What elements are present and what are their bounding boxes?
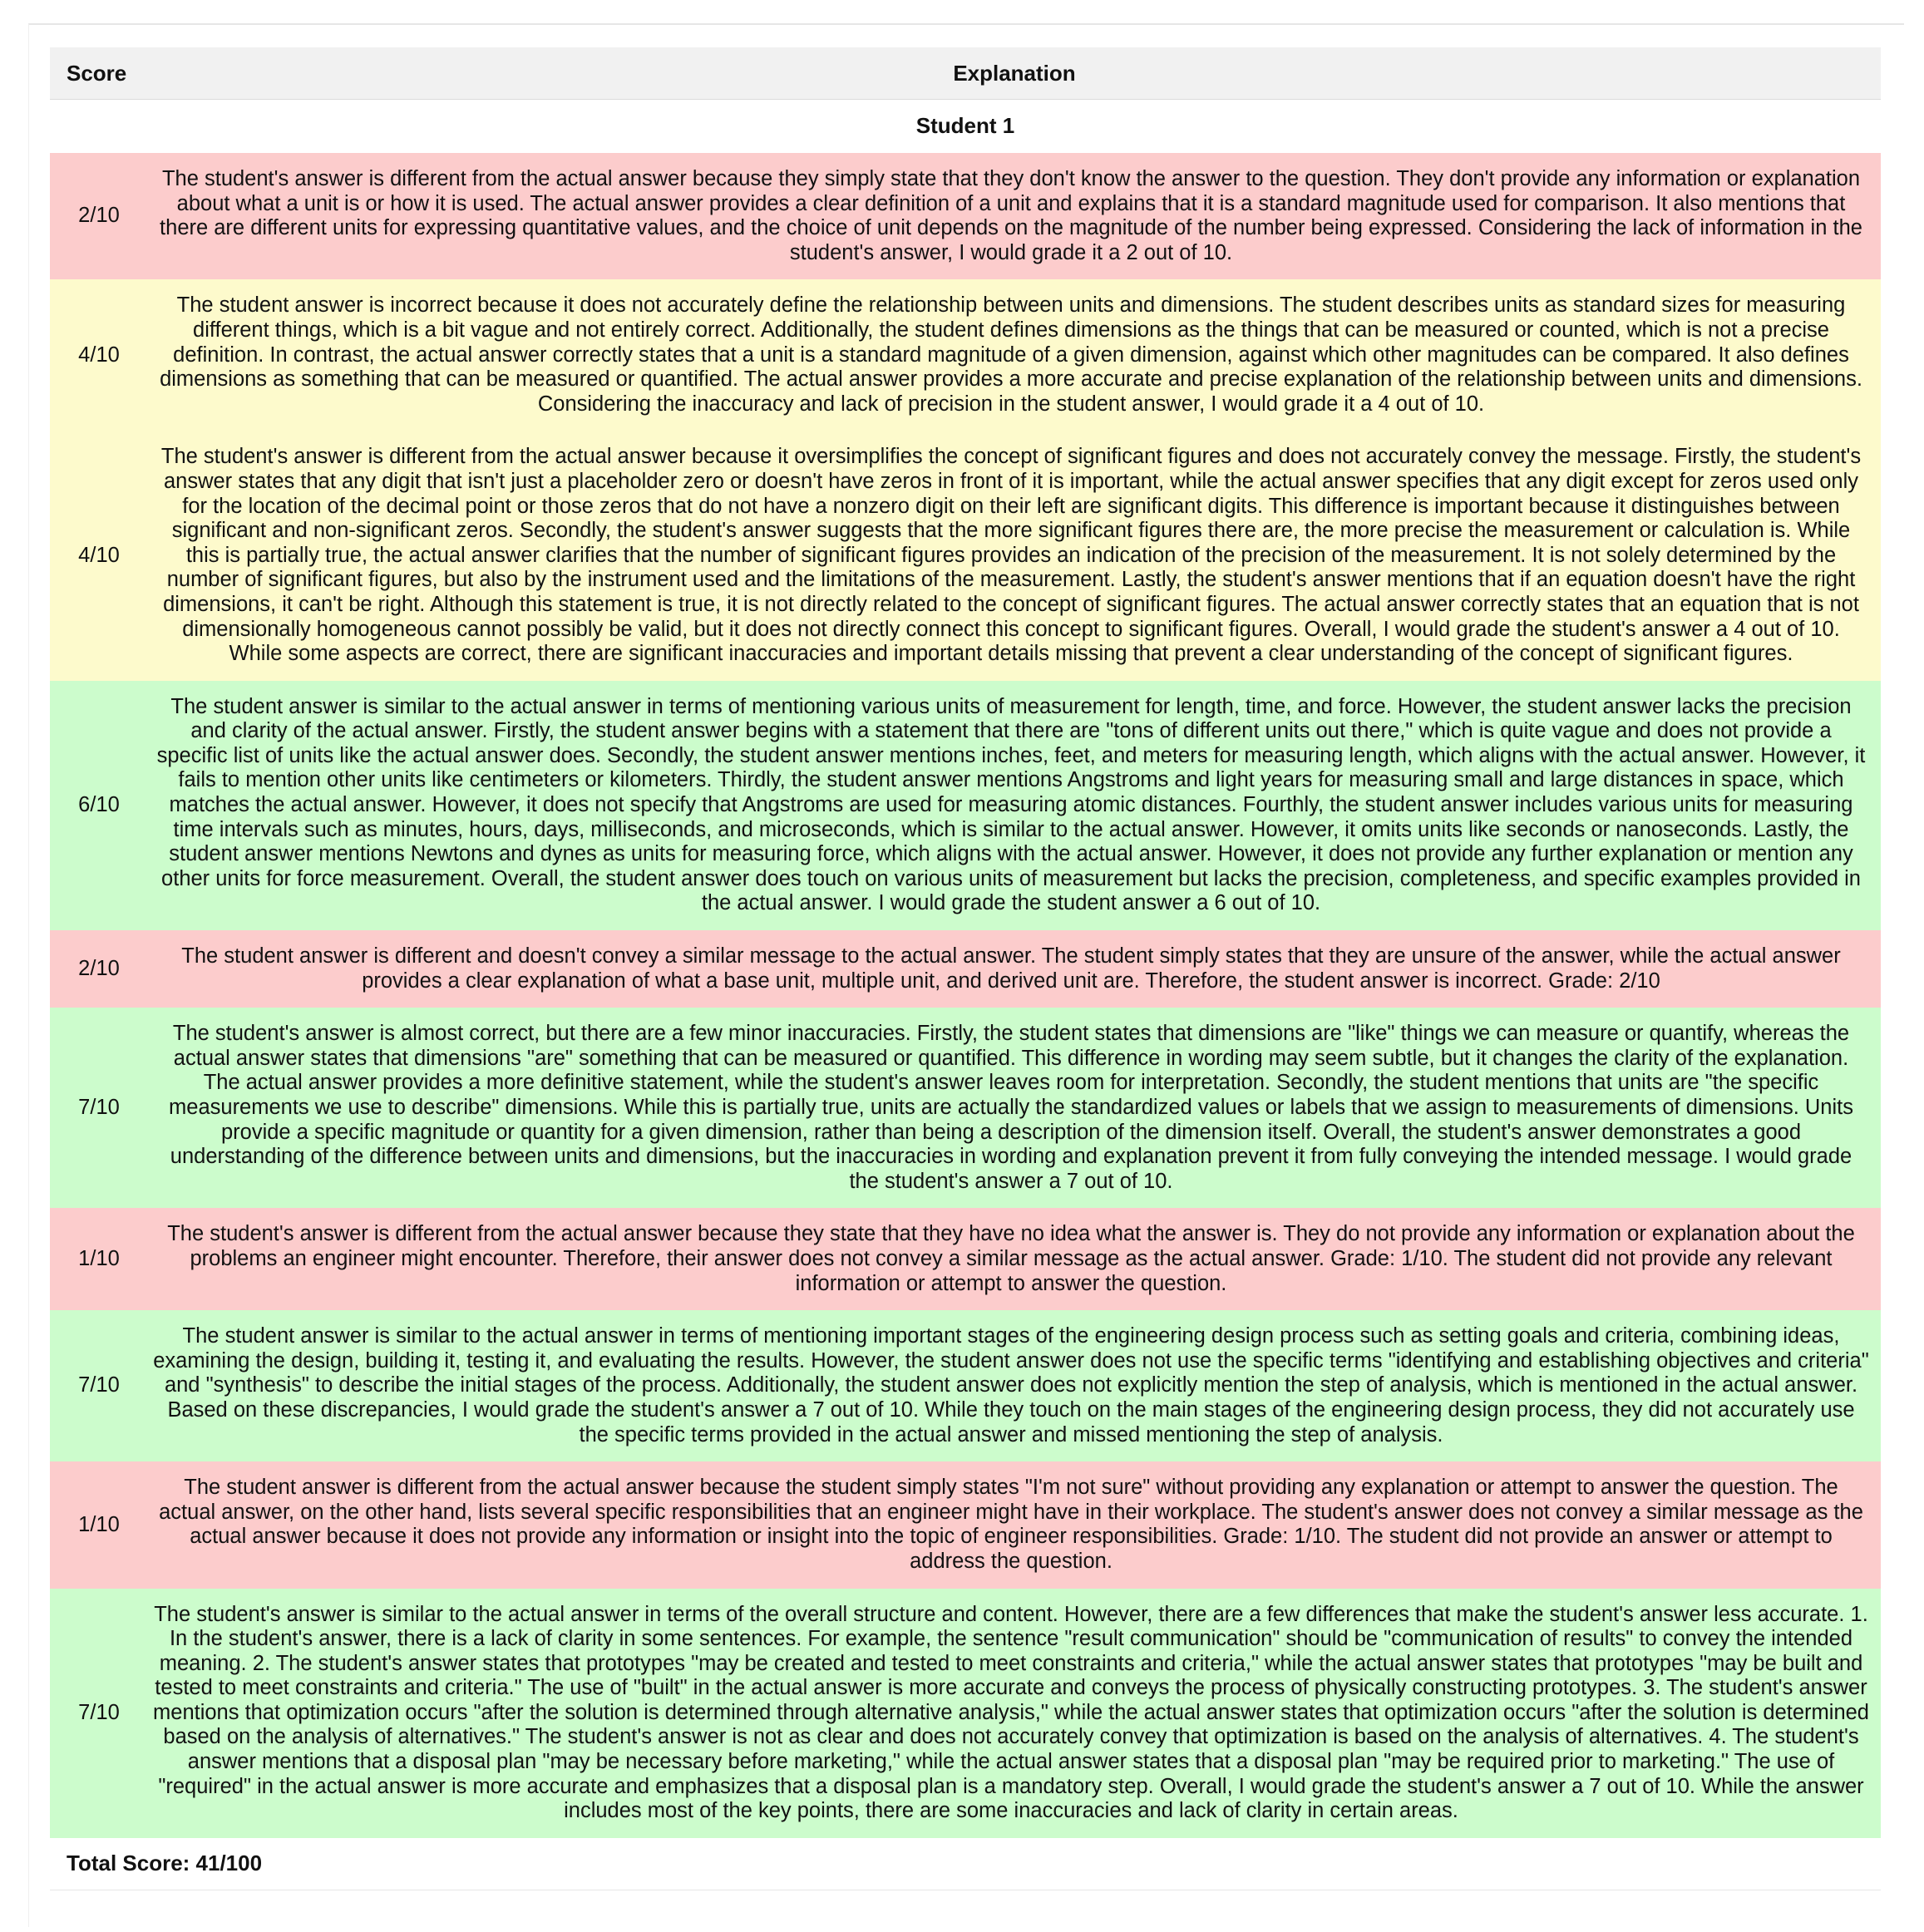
explanation-cell: The student answer is similar to the actual answer in terms of mentioning various units of measurement for length, time, and force. However, the student answer lacks the precision and clarity of the actual answer. Firstly, the student answer begins with a statement that there are "tons of different units out there," which is quite vague and does not provide a specific list of units like the actual answer does. Secondly, the student answer mentions inches, feet, and meters for measuring length, which aligns with the actual answer. However, it fails to mention other units like centimeters or kilometers. Thirdly, the student answer mentions Angstroms and light years for measuring small and large distances in space, which matches the actual answer. However, it does not specify that Angstroms are used for measuring atomic distances. Fourthly, the student answer includes various units for measuring time intervals such as minutes, hours, days, milliseconds, and microseconds, which is similar to the actual answer. However, it omits units like seconds or nanoseconds. Lastly, the student answer mentions Newtons and dynes as units for measuring force, which aligns with the actual answer. However, it does not provide any further explanation or mention any other units for force measurement. Overall, the student answer does touch on various units of measurement but lacks the precision, completeness, and specific examples provided in the actual answer. I would grade the student answer a 6 out of 10.: [148, 681, 1881, 930]
total-score: Total Score: 41/100: [50, 1838, 1881, 1890]
score-cell: 7/10: [50, 1589, 148, 1838]
explanation-cell: The student's answer is almost correct, but there are a few minor inaccuracies. Firstly, the student states that dimensions are "like" things we can measure or quantify, whereas the actual answer states that dimensions "are" something that can be measured or quantified. This difference in wording may seem subtle, but it changes the clarity of the explanation. The actual answer provides a more definitive statement, while the student's answer leaves room for interpretation. Secondly, the student mentions that units are "the specific measurements we use to describe" dimensions. While this is partially true, units are actually the standardized values or labels that we assign to measurements of dimensions. Units provide a specific magnitude or quantity for a given dimension, rather than being a description of the dimension itself. Overall, the student's answer demonstrates a good understanding of the difference between units and dimensions, but the inaccuracies in wording and explanation prevent it from fully conveying the intended message. I would grade the student's answer a 7 out of 10.: [148, 1008, 1881, 1208]
explanation-column-header: Explanation: [148, 47, 1881, 100]
grade-row: [50, 1208, 1881, 1310]
score-cell: 7/10: [50, 1310, 148, 1461]
explanation-cell: The student's answer is similar to the actual answer in terms of the overall structure and content. However, there are a few differences that make the student's answer less accurate. 1. In the student's answer, there is a lack of clarity in some sentences. For example, the sentence "result communication" should be "communication of results" to convey the intended meaning. 2. The student's answer states that prototypes "may be created and tested to meet constraints and criteria," while the actual answer states that prototypes "may be built and tested to meet constraints and criteria." The use of "built" in the actual answer is more accurate and conveys the process of physically constructing prototypes. 3. The student's answer mentions that optimization occurs "after the solution is determined through alternative analysis," while the actual answer states that optimization occurs "after the solution is determined based on the analysis of alternatives." The student's answer is not as clear and does not accurately convey that optimization is based on the analysis of alternatives. 4. The student's answer mentions that a disposal plan "may be necessary before marketing," while the actual answer states that a disposal plan "may be required prior to marketing." The use of "required" in the actual answer is more accurate and emphasizes that a disposal plan is a mandatory step. Overall, I would grade the student's answer a 7 out of 10. While the answer includes most of the key points, there are some inaccuracies and lack of clarity in certain areas.: [148, 1589, 1881, 1838]
score-cell: 2/10: [50, 153, 148, 279]
explanation-cell: The student answer is different from the actual answer because the student simply states "I'm not sure" without providing any explanation or attempt to answer the question. The actual answer, on the other hand, lists several specific responsibilities that an engineer might have in their workplace. The student's answer does not convey a similar message as the actual answer because it does not provide any information or insight into the topic of engineer responsibilities. Grade: 1/10. The student did not provide an answer or attempt to address the question.: [148, 1461, 1881, 1588]
student-group-row: [50, 100, 1881, 154]
grade-row: [50, 1310, 1881, 1461]
grading-table: [50, 47, 1881, 1890]
explanation-cell: The student answer is similar to the actual answer in terms of mentioning important stages of the engineering design process such as setting goals and criteria, combining ideas, examining the design, building it, testing it, and evaluating the results. However, the student answer does not use the specific terms "identifying and establishing objectives and criteria" and "synthesis" to describe the initial stages of the process. Additionally, the student answer does not explicitly mention the step of analysis, which is mentioned in the actual answer. Based on these discrepancies, I would grade the student's answer a 7 out of 10. While they touch on the main stages of the engineering design process, they did not accurately use the specific terms provided in the actual answer and missed mentioning the step of analysis.: [148, 1310, 1881, 1461]
total-row: [50, 1838, 1881, 1890]
score-cell: 4/10: [50, 431, 148, 680]
explanation-cell: The student answer is different and doesn't convey a similar message to the actual answer. The student simply states that they are unsure of the answer, while the actual answer provides a clear explanation of what a base unit, multiple unit, and derived unit are. Therefore, the student answer is incorrect. Grade: 2/10: [148, 930, 1881, 1008]
explanation-cell: The student's answer is different from the actual answer because they simply state that they don't know the answer to the question. They don't provide any information or explanation about what a unit is or how it is used. The actual answer provides a clear definition of a unit and explains that it is a standard magnitude used for comparison. It also mentions that there are different units for expressing quantitative values, and the choice of unit depends on the magnitude of the number being expressed. Considering the lack of information in the student's answer, I would grade it a 2 out of 10.: [148, 153, 1881, 279]
score-column-header: Score: [50, 47, 148, 100]
score-cell: 4/10: [50, 279, 148, 431]
score-cell: 7/10: [50, 1008, 148, 1208]
explanation-cell: The student answer is incorrect because it does not accurately define the relationship between units and dimensions. The student describes units as standard sizes for measuring different things, which is a bit vague and not entirely correct. Additionally, the student defines dimensions as the things that can be measured or counted, which is not a precise definition. In contrast, the actual answer correctly states that a unit is a standard magnitude of a given dimension, against which other magnitudes can be compared. It also defines dimensions as something that can be measured or quantified. The actual answer provides a more accurate and precise explanation of the relationship between units and dimensions. Considering the inaccuracy and lack of precision in the student answer, I would grade it a 4 out of 10.: [148, 279, 1881, 431]
student-label: Student 1: [50, 100, 1881, 154]
grade-row: [50, 681, 1881, 930]
score-cell: 2/10: [50, 930, 148, 1008]
grade-row: [50, 1008, 1881, 1208]
grade-row: [50, 153, 1881, 279]
score-cell: 1/10: [50, 1461, 148, 1588]
grade-row: [50, 431, 1881, 680]
score-cell: 1/10: [50, 1208, 148, 1310]
grade-row: [50, 1461, 1881, 1588]
score-cell: 6/10: [50, 681, 148, 930]
explanation-cell: The student's answer is different from the actual answer because they state that they have no idea what the answer is. They do not provide any information or explanation about the problems an engineer might encounter. Therefore, their answer does not convey a similar message as the actual answer. Grade: 1/10. The student did not provide any relevant information or attempt to answer the question.: [148, 1208, 1881, 1310]
grade-row: [50, 930, 1881, 1008]
grade-row: [50, 279, 1881, 431]
header-row: [50, 47, 1881, 100]
explanation-cell: The student's answer is different from the actual answer because it oversimplifies the concept of significant figures and does not accurately convey the message. Firstly, the student's answer states that any digit that isn't just a placeholder zero or doesn't have zeros in front of it is important, while the actual answer specifies that any digit except for zeros used only for the location of the decimal point or those zeros that do not have a nonzero digit on their left are significant digits. This difference is important because it distinguishes between significant and non-significant zeros. Secondly, the student's answer suggests that the more significant figures there are, the more precise the measurement or calculation is. While this is partially true, the actual answer clarifies that the number of significant figures provides an indication of the precision of the measurement. It is not solely determined by the number of significant figures, but also by the instrument used and the limitations of the measurement. Lastly, the student's answer mentions that if an equation doesn't have the right dimensions, it can't be right. Although this statement is true, it is not directly related to the concept of significant figures. The actual answer correctly states that an equation that is not dimensionally homogeneous cannot possibly be valid, but it does not directly connect this concept to significant figures. Overall, I would grade the student's answer a 4 out of 10. While some aspects are correct, there are significant inaccuracies and important details missing that prevent a clear understanding of the concept of significant figures.: [148, 431, 1881, 680]
grade-row: [50, 1589, 1881, 1838]
